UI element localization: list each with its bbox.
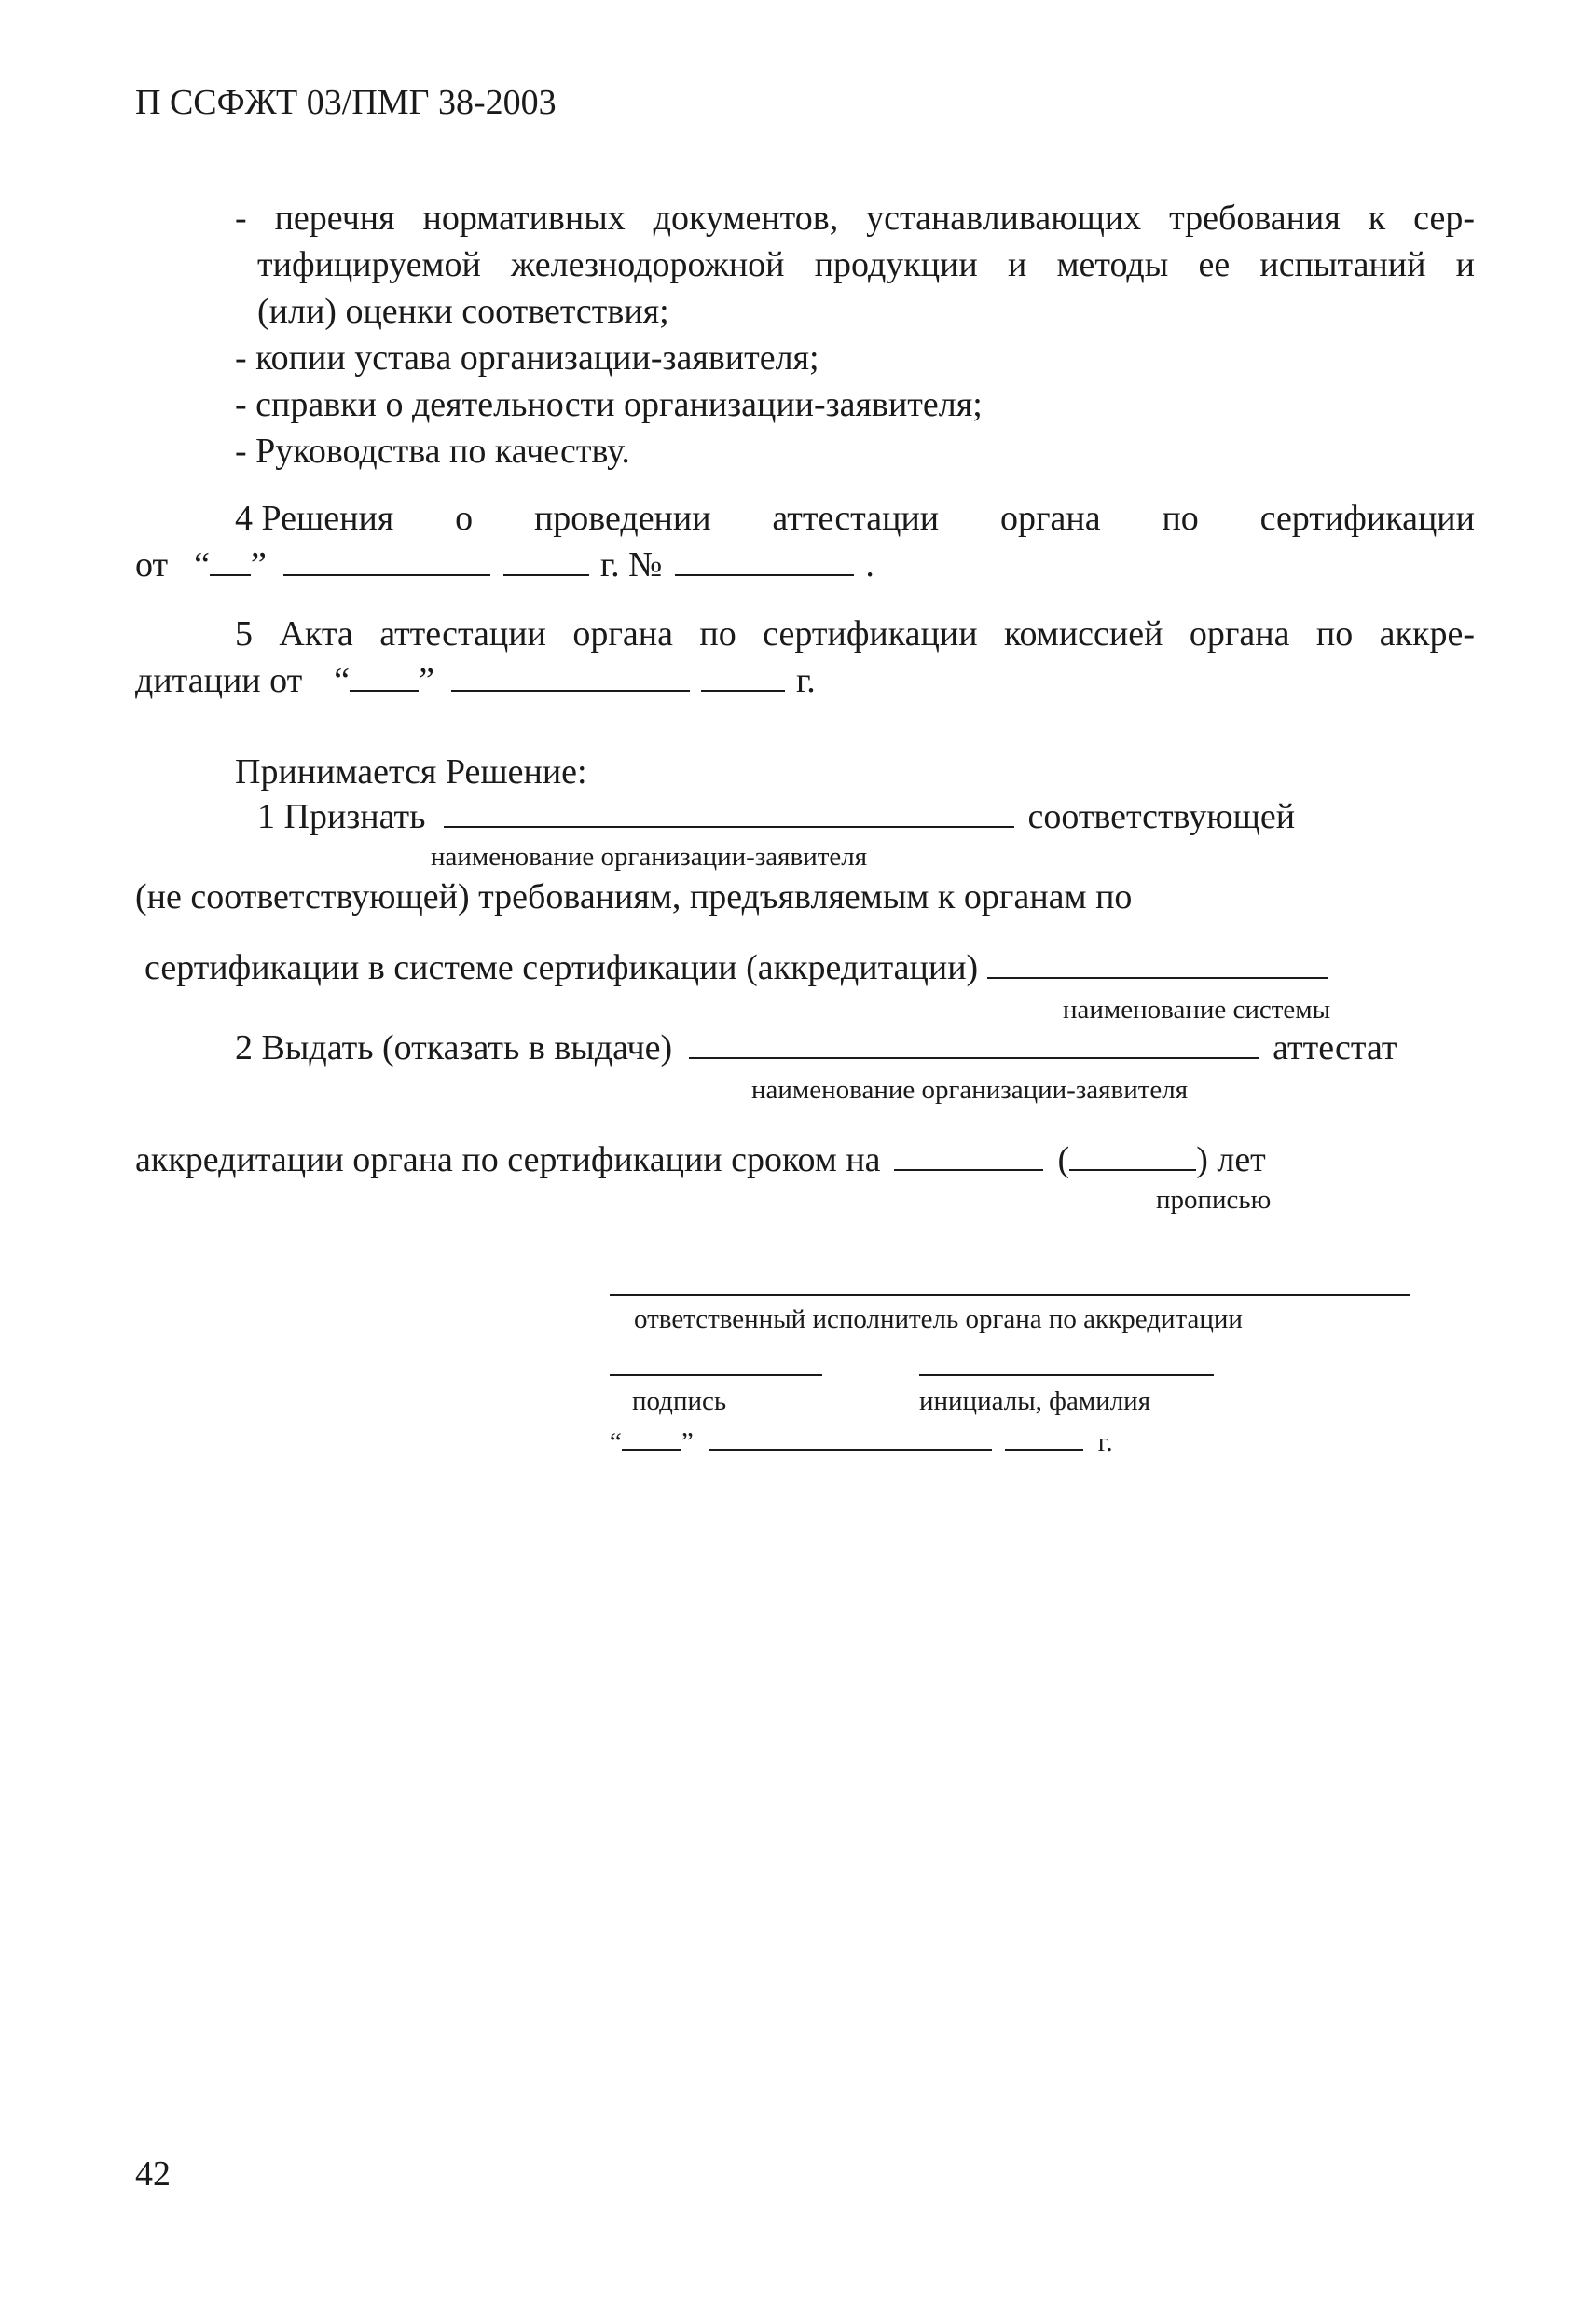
responsible-person-caption: ответственный исполнитель органа по аккредитации <box>634 1304 1243 1334</box>
document-code: П ССФЖТ 03/ПМГ 38-2003 <box>135 83 557 122</box>
day-blank[interactable] <box>210 546 251 576</box>
item4-word: 4 Решения <box>235 499 394 538</box>
name-line[interactable] <box>919 1374 1214 1376</box>
name-caption: инициалы, фамилия <box>919 1386 1151 1416</box>
month-blank[interactable] <box>283 546 490 576</box>
term-words-blank[interactable] <box>1069 1141 1196 1171</box>
applicant-name-blank-2[interactable] <box>689 1029 1259 1059</box>
years-label: ) лет <box>1196 1140 1266 1179</box>
item4-word: аттестации <box>772 499 940 538</box>
sign-month-blank[interactable] <box>709 1428 992 1451</box>
decision-p1-system-line <box>144 947 1328 988</box>
decision-p2-term-line <box>135 1139 1266 1180</box>
signature-line[interactable] <box>610 1374 822 1376</box>
sign-day-blank[interactable] <box>622 1428 681 1451</box>
page-number: 42 <box>135 2155 171 2194</box>
quote-open: “ <box>194 545 210 585</box>
list-item-quality-manual: - Руководства по качеству. <box>235 432 630 471</box>
system-name-blank[interactable] <box>987 949 1328 979</box>
item5-line1: 5 Акта аттестации органа по сертификации комиссией органа по аккре- <box>235 614 1475 654</box>
quote-open: “ <box>334 661 351 700</box>
item5-from-label: дитации от <box>135 661 303 700</box>
quote-close: ” <box>250 545 267 585</box>
issue-label: 2 Выдать (отказать в выдаче) <box>235 1028 673 1067</box>
item4-line2 <box>135 544 874 585</box>
certificate-label: аттестат <box>1273 1028 1397 1067</box>
sign-year-label: г. <box>1097 1427 1113 1457</box>
decision-p2 <box>235 1027 1396 1068</box>
year-number-label: г. № <box>599 545 663 585</box>
compliant-label: соответствующей <box>1027 797 1296 836</box>
term-label: аккредитации органа по сертификации сроком на <box>135 1140 881 1179</box>
item4-word: органа <box>999 499 1101 538</box>
system-label: сертификации в системе сертификации (аккредитации) <box>144 948 979 987</box>
decision-heading: Принимается Решение: <box>235 752 587 792</box>
quote-close: ” <box>681 1427 694 1457</box>
signature-date-line <box>610 1426 1113 1458</box>
decision-p1 <box>257 796 1295 837</box>
item4-word: о <box>455 499 474 538</box>
list-item-normative-docs-line3: (или) оценки соответствия; <box>257 292 669 331</box>
in-words-caption: прописью <box>1156 1185 1272 1215</box>
applicant-name-caption-2: наименование организации-заявителя <box>751 1075 1189 1105</box>
list-item-normative-docs-line1: - перечня нормативных документов, устанавливающих требования к сер- <box>235 199 1475 238</box>
item4-word: проведении <box>533 499 711 538</box>
from-label: от <box>135 545 169 585</box>
signature-caption: подпись <box>632 1386 727 1416</box>
decision-number-blank[interactable] <box>675 546 854 576</box>
list-item-charter-copy: - копии устава организации-заявителя; <box>235 338 819 378</box>
item5-line2 <box>135 660 816 701</box>
month-blank[interactable] <box>451 662 690 692</box>
system-name-caption: наименование системы <box>1063 995 1331 1025</box>
year-blank[interactable] <box>503 546 589 576</box>
item4-word: сертификации <box>1259 499 1475 538</box>
quote-open: “ <box>610 1427 622 1457</box>
list-item-normative-docs-line2: тифицируемой железнодорожной продукции и методы ее испытаний и <box>257 245 1475 284</box>
list-item-activity-certificate: - справки о деятельности организации-заявителя; <box>235 385 983 424</box>
sign-year-blank[interactable] <box>1005 1428 1083 1451</box>
paren-open: ( <box>1057 1140 1070 1179</box>
applicant-name-blank[interactable] <box>444 798 1014 828</box>
responsible-person-line[interactable] <box>610 1294 1410 1296</box>
year-label: г. <box>795 661 816 700</box>
item4-line1 <box>235 498 1475 539</box>
period: . <box>865 545 874 585</box>
recognize-label: 1 Признать <box>257 797 426 836</box>
decision-p1-continuation: (не соответствующей) требованиям, предъявляемым к органам по <box>135 877 1133 916</box>
item4-word: по <box>1162 499 1199 538</box>
day-blank[interactable] <box>350 662 419 692</box>
quote-close: ” <box>419 661 434 700</box>
year-blank[interactable] <box>701 662 785 692</box>
term-digits-blank[interactable] <box>894 1141 1043 1171</box>
applicant-name-caption: наименование организации-заявителя <box>431 842 868 872</box>
